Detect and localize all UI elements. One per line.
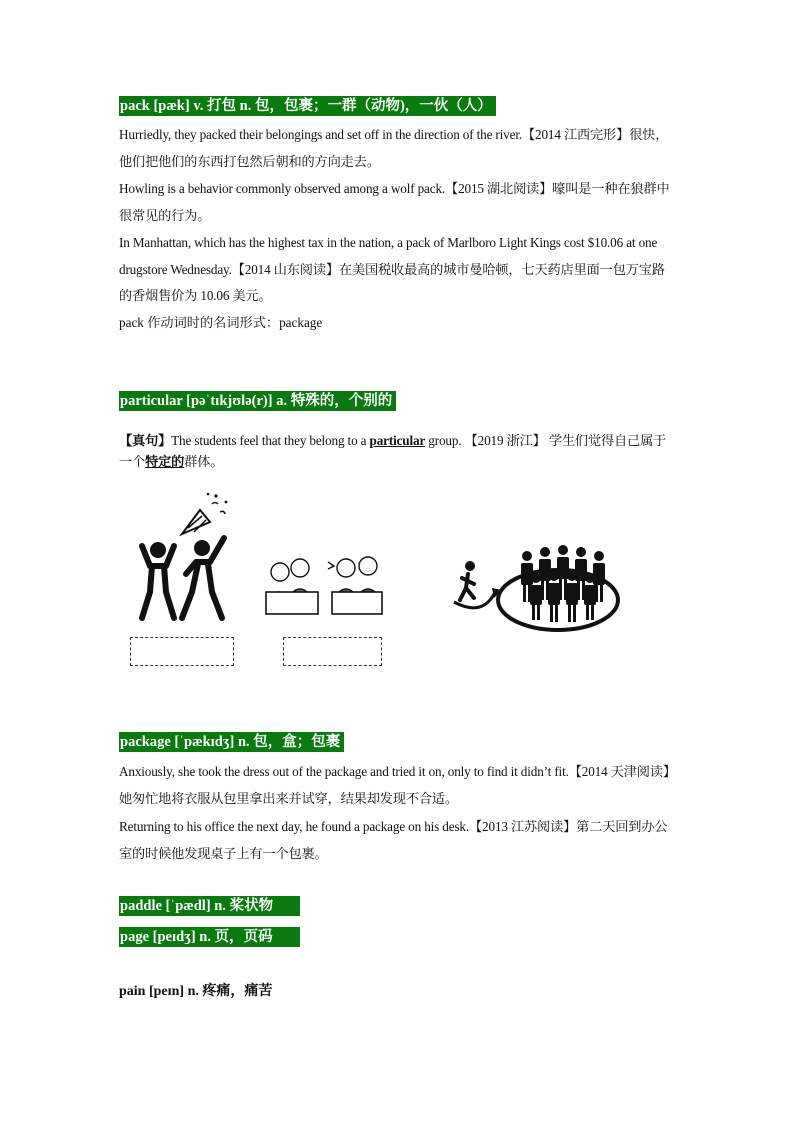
headword-package: package [ˈpækɪdʒ] n. 包，盒；包裹 xyxy=(119,732,344,752)
headword-page: page [peɪdʒ] n. 页，页码 xyxy=(119,927,300,947)
example-tag: 【真句】 xyxy=(119,433,172,448)
package-sentence-1: Anxiously, she took the dress out of the package and tried it on, only to find it didn’t fit.【2014 天津阅读】她匆忙地将衣服从包里拿出来并试穿，结果却发现不合适。 xyxy=(119,764,676,806)
walking-person-icon xyxy=(454,561,502,608)
pack-sentence-1: Hurriedly, they packed their belongings and set off in the direction of the river.【2014 江西完形】很快，他们把他们的东西打包然后朝和的方向走去。 xyxy=(119,127,669,169)
headword-paddle: paddle [ˈpædl] n. 桨状物 xyxy=(119,896,300,916)
pack-sentence-2: Howling is a behavior commonly observed among a wolf pack.【2015 湖北阅读】嚎叫是一种在狼群中很常见的行为。 xyxy=(119,181,670,223)
pack-sentence-3: In Manhattan, which has the highest tax in the nation, a pack of Marlboro Light Kings cost $10.06 at one drugstore Wednesday.【2014 山东阅读】在美国税收最高的城市曼哈顿，七天药店里面一包万宝路的香烟售价为 10.06 美元。 xyxy=(119,235,665,303)
example-text-3: 群体。 xyxy=(184,454,224,469)
example-keyword-cn: 特定的 xyxy=(145,454,185,469)
party-hat-icon xyxy=(182,493,227,534)
political-parties-icon xyxy=(266,557,382,614)
example-text-1: The students feel that they belong to a xyxy=(171,433,370,448)
example-text-2: group. 【2019 浙江】 学生们觉得自己属于一个 xyxy=(119,433,667,469)
crowd-icon xyxy=(498,545,618,630)
headword-pack: pack [pæk] v. 打包 n. 包，包裹；一群（动物)，一伙（人） xyxy=(119,96,496,116)
particular-example xyxy=(119,430,677,472)
dancing-people-icon xyxy=(142,538,224,618)
headword-pain: pain [peɪn] n. 疼痛，痛苦 xyxy=(119,984,273,999)
package-sentence-2: Returning to his office the next day, he found a package on his desk.【2013 江苏阅读】第二天回到办公室的时候他发现桌子上有一个包裹。 xyxy=(119,819,668,861)
pack-note: pack 作动词时的名词形式：package xyxy=(119,315,323,330)
party-caption-2 xyxy=(283,637,382,666)
example-keyword: particular xyxy=(369,433,426,448)
party-caption-1 xyxy=(130,637,234,666)
headword-particular: particular [pəˈtɪkjʊlə(r)] a. 特殊的，个别的 xyxy=(119,391,396,411)
